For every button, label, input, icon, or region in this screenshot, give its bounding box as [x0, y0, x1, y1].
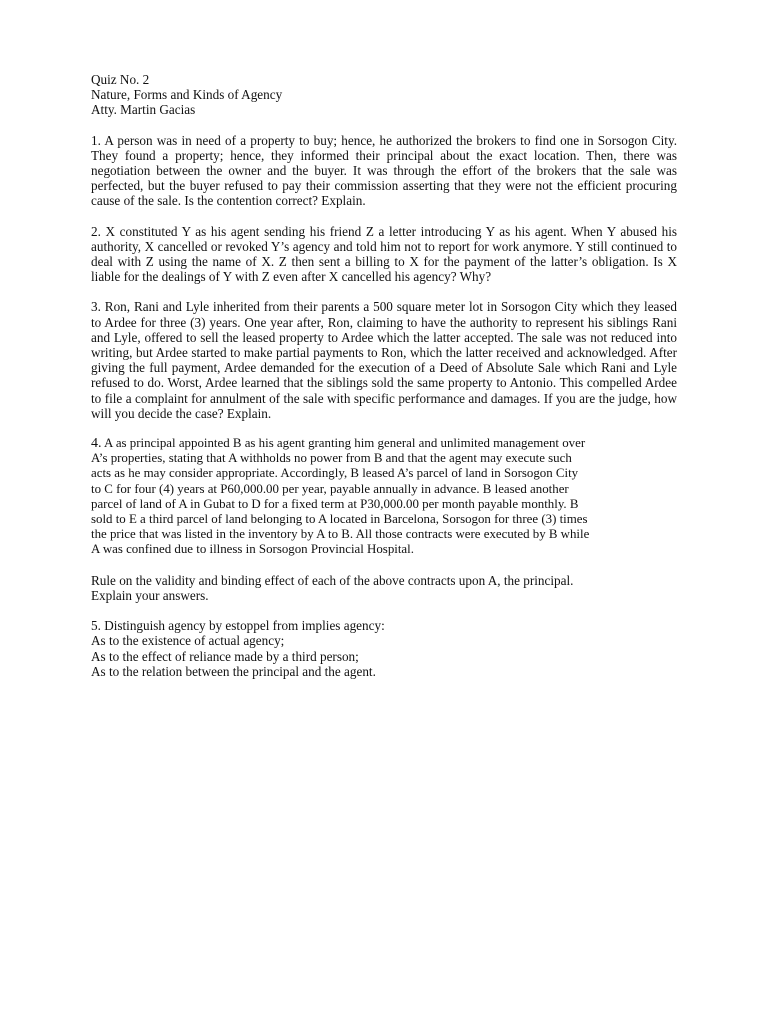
question-5	[91, 618, 677, 679]
document-header	[91, 72, 677, 118]
quiz-topic: Nature, Forms and Kinds of Agency	[91, 87, 283, 103]
question-5-item-1: As to the existence of actual agency;	[91, 633, 285, 649]
document-page	[91, 72, 677, 679]
question-4-instruction	[91, 573, 677, 603]
question-1: 1. A person was in need of a property to buy; hence, he authorized the brokers to find one in Sorsogon City. They found a property; hence, they informed their principal about the exact location. Then, there was negotiation between the owner and the buyer. It was through the effort of the brokers that the sale was perfected, but the buyer refused to pay their commission asserting that they were not the efficient procuring cause of the sale. Is the contention correct? Explain.	[91, 132, 677, 209]
question-5-prompt: 5. Distinguish agency by estoppel from implies agency:	[91, 618, 385, 634]
question-4-line-2: A’s properties, stating that A withholds no power from B and that the agent may execute such	[91, 451, 572, 466]
question-5-item-3: As to the relation between the principal and the agent.	[91, 663, 376, 679]
question-4-line-1-text: A as principal appointed B as his agent granting him general and unlimited management over	[101, 436, 586, 451]
question-4	[91, 436, 677, 558]
question-4-line-7: the price that was listed in the inventory by A to B. All those contracts were executed by B while	[91, 527, 590, 542]
question-4-line-5: parcel of land of A in Gubat to D for a fixed term at P30,000.00 per month payable monthly. B	[91, 496, 579, 511]
question-2: 2. X constituted Y as his agent sending his friend Z a letter introducing Y as his agent. When Y abused his authority, X cancelled or revoked Y’s agency and told him not to report for work anymore. Y still continued to deal with Z using the name of X. Z then sent a billing to X for the payment of the latter’s obligation. Is X liable for the dealings of Y with Z even after X cancelled his agency? Why?	[91, 223, 677, 285]
question-4-line-8: A was confined due to illness in Sorsogon Provincial Hospital.	[91, 542, 414, 557]
question-4-instruction-line-2: Explain your answers.	[91, 587, 209, 603]
question-4-instruction-line-1: Rule on the validity and binding effect of each of the above contracts upon A, the principal.	[91, 572, 574, 588]
question-5-item-2: As to the effect of reliance made by a third person;	[91, 648, 359, 664]
quiz-title: Quiz No. 2	[91, 72, 150, 87]
question-4-line-1	[91, 436, 677, 451]
question-4-number: 4.	[91, 436, 102, 452]
question-4-line-3: acts as he may consider appropriate. Accordingly, B leased A’s parcel of land in Sorsogon City	[91, 466, 579, 481]
instructor-name: Atty. Martin Gacias	[91, 102, 196, 118]
question-4-line-6: sold to E a third parcel of land belonging to A located in Barcelona, Sorsogon for three (3) times	[91, 512, 588, 527]
question-4-line-4: to C for four (4) years at P60,000.00 per year, payable annually in advance. B leased another	[91, 481, 569, 496]
question-3: 3. Ron, Rani and Lyle inherited from their parents a 500 square meter lot in Sorsogon City which they leased to Ardee for three (3) years. One year after, Ron, claiming to have the authority to represent his siblings Rani and Lyle, offered to sell the leased property to Ardee which the latter accepted. The sale was not reduced into writing, but Ardee started to make partial payments to Ron, which the latter received and acknowledged. After giving the full payment, Ardee demanded for the execution of a Deed of Absolute Sale which Rani and Lyle refused to do. Worst, Ardee learned that the siblings sold the same property to Antonio. This compelled Ardee to file a complaint for annulment of the sale with specific performance and damages. If you are the judge, how will you decide the case? Explain.	[91, 299, 677, 421]
